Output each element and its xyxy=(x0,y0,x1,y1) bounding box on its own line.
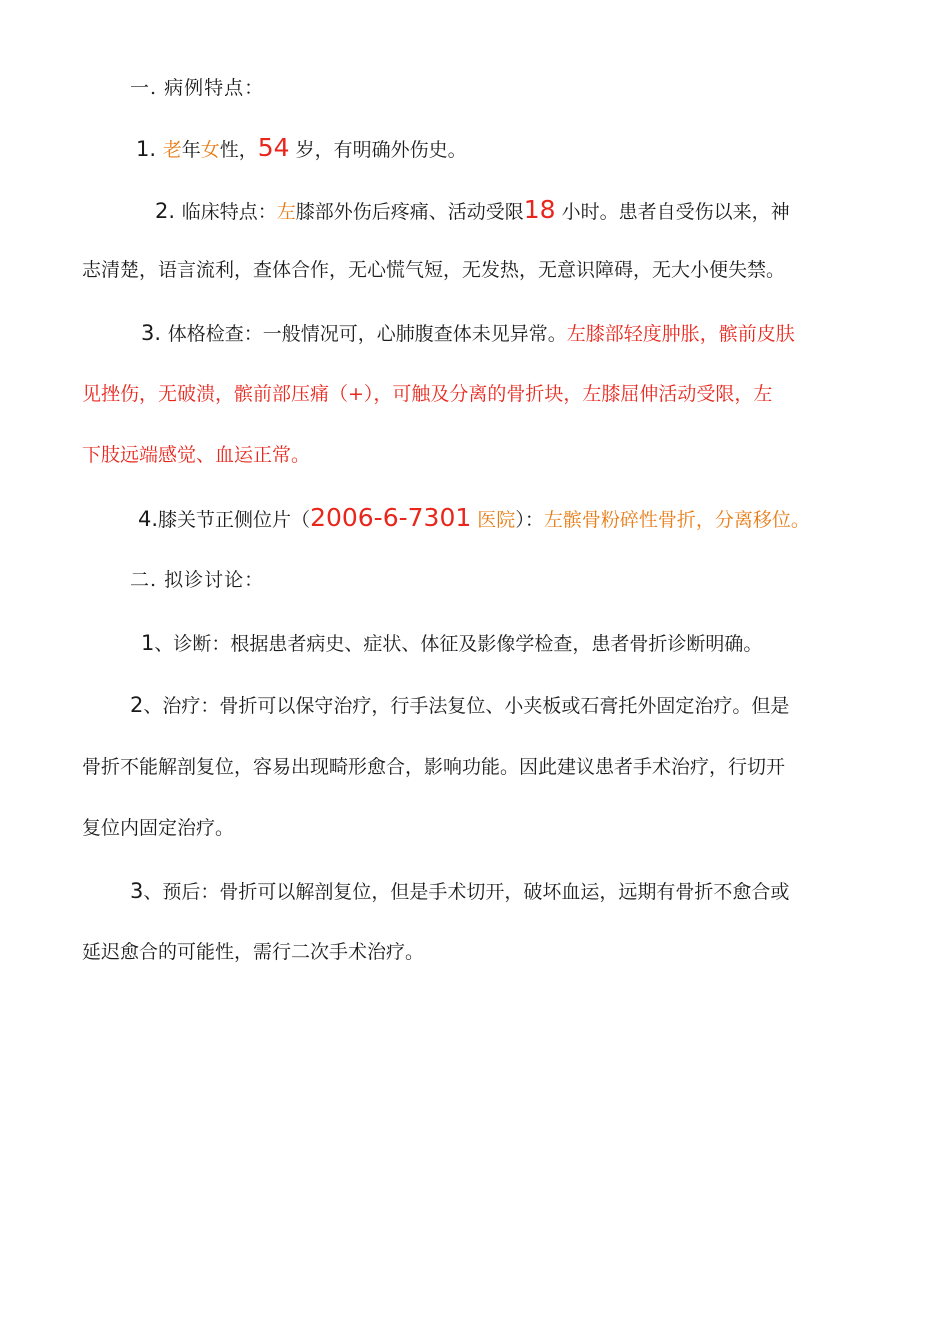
item-number: 2. xyxy=(155,199,182,223)
film-number: 2006-6-7301 xyxy=(310,503,472,532)
item-1-line xyxy=(136,133,467,165)
text: 、治疗：骨折可以保守治疗，行手法复位、小夹板或石膏托外固定治疗。但是 xyxy=(143,695,790,717)
highlight-text: 老 xyxy=(162,139,182,161)
diagnosis-line xyxy=(141,628,762,659)
text: 年 xyxy=(181,139,201,161)
highlight-text: 女 xyxy=(200,139,220,161)
text: 、诊断：根据患者病史、症状、体征及影像学检查，患者骨折诊断明确。 xyxy=(154,633,763,655)
text: 小时。患者自受伤以来，神 xyxy=(555,201,790,223)
prognosis-line-2: 延迟愈合的可能性，需行二次手术治疗。 xyxy=(82,941,425,963)
text: 性， xyxy=(219,139,258,161)
item-number: 3. xyxy=(141,321,168,345)
item-number: 4. xyxy=(138,507,159,531)
treatment-line-2: 骨折不能解剖复位，容易出现畸形愈合，影响功能。因此建议患者手术治疗，行切开 xyxy=(82,756,786,778)
section-heading-discussion: 二. 拟诊讨论： xyxy=(130,569,265,591)
prognosis-line-1 xyxy=(130,876,789,907)
diagnosis-text: 左髌骨粉碎性骨折，分离移位。 xyxy=(543,509,810,531)
highlight-text: 左膝部轻度肿胀，髌前皮肤 xyxy=(566,323,795,345)
age-value: 54 xyxy=(257,133,290,162)
item-number: 1. xyxy=(136,137,163,161)
hours-value: 18 xyxy=(523,195,556,224)
item-2-line-2: 志清楚，语言流利，查体合作，无心慌气短，无发热，无意识障碍，无大小便失禁。 xyxy=(82,259,786,281)
item-number: 1 xyxy=(141,631,155,655)
item-4-line xyxy=(138,503,810,535)
treatment-line-3: 复位内固定治疗。 xyxy=(82,817,235,839)
item-3-line-1 xyxy=(141,318,795,349)
text: 膝部外伤后疼痛、活动受限 xyxy=(295,201,524,223)
text: 膝关节正侧位片（ xyxy=(158,509,311,531)
item-number: 2 xyxy=(130,693,144,717)
text: 临床特点： xyxy=(181,201,277,223)
text: 岁，有明确外伤史。 xyxy=(289,139,467,161)
section-heading-case-features: 一. 病例特点： xyxy=(130,77,265,99)
text: 体格检查：一般情况可，心肺腹查体未见异常。 xyxy=(167,323,567,345)
highlight-text: 左 xyxy=(276,201,296,223)
item-3-line-3: 下肢远端感觉、血运正常。 xyxy=(82,444,311,466)
text: 、预后：骨折可以解剖复位，但是手术切开，破坏血运，远期有骨折不愈合或 xyxy=(143,881,790,903)
item-3-line-2: 见挫伤，无破溃，髌前部压痛（+），可触及分离的骨折块，左膝屈伸活动受限，左 xyxy=(82,383,773,405)
text: ）： xyxy=(515,509,544,531)
hospital-text: 医院 xyxy=(471,509,516,531)
treatment-line-1 xyxy=(130,690,789,721)
item-number: 3 xyxy=(130,879,144,903)
item-2-line-1 xyxy=(155,195,790,227)
